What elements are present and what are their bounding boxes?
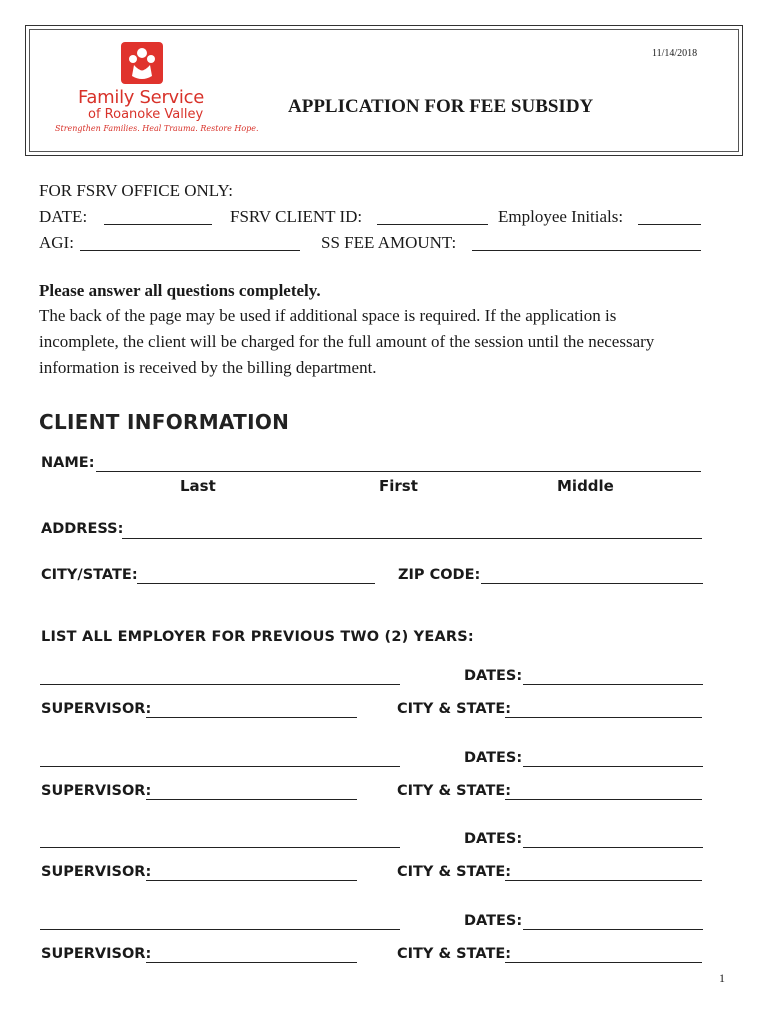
employer-3-city-state-field[interactable] — [505, 880, 702, 881]
employer-1-name-field[interactable] — [40, 684, 400, 685]
form-date: 11/14/2018 — [652, 48, 698, 59]
client-id-field[interactable] — [377, 224, 488, 225]
employer-3-dates-label: DATES: — [464, 831, 523, 847]
employer-1-dates-field[interactable] — [523, 684, 703, 685]
name-first-caption: First — [379, 477, 418, 495]
employer-3-supervisor-field[interactable] — [146, 880, 357, 881]
logo-tagline: Strengthen Families. Heal Trauma. Restore Hope. — [55, 124, 259, 133]
employer-2-city-state-field[interactable] — [505, 799, 702, 800]
city-state-label: CITY/STATE: — [41, 567, 138, 583]
employer-2-name-field[interactable] — [40, 766, 400, 767]
address-field[interactable] — [122, 538, 702, 539]
name-middle-caption: Middle — [557, 477, 614, 495]
office-heading: FOR FSRV OFFICE ONLY: — [39, 181, 233, 200]
employer-4-dates-label: DATES: — [464, 913, 523, 929]
employer-1-supervisor-label: SUPERVISOR: — [41, 701, 152, 717]
address-label: ADDRESS: — [41, 521, 124, 537]
instructions-bold: Please answer all questions completely. — [39, 281, 321, 300]
employer-4-name-field[interactable] — [40, 929, 400, 930]
employer-2-supervisor-label: SUPERVISOR: — [41, 783, 152, 799]
agi-field[interactable] — [80, 250, 300, 251]
agi-label: AGI: — [39, 233, 74, 252]
name-field[interactable] — [96, 471, 701, 472]
employer-4-dates-field[interactable] — [523, 929, 703, 930]
employer-3-name-field[interactable] — [40, 847, 400, 848]
zip-code-field[interactable] — [481, 583, 703, 584]
employer-4-city-state-field[interactable] — [505, 962, 702, 963]
employer-2-dates-label: DATES: — [464, 750, 523, 766]
employer-4-city-state-label: CITY & STATE: — [397, 946, 512, 962]
employee-initials-field[interactable] — [638, 224, 701, 225]
employer-1-dates-label: DATES: — [464, 668, 523, 684]
office-date-label: DATE: — [39, 207, 88, 226]
ss-fee-field[interactable] — [472, 250, 701, 251]
zip-code-label: ZIP CODE: — [398, 567, 481, 583]
instructions-line-1: The back of the page may be used if additional space is required. If the application is — [39, 306, 617, 325]
employers-heading: LIST ALL EMPLOYER FOR PREVIOUS TWO (2) YEARS: — [41, 629, 474, 645]
logo-subname: of Roanoke Valley — [88, 107, 204, 122]
page-number: 1 — [719, 971, 725, 985]
office-date-field[interactable] — [104, 224, 212, 225]
employer-1-supervisor-field[interactable] — [146, 717, 357, 718]
employer-2-city-state-label: CITY & STATE: — [397, 783, 512, 799]
employer-3-dates-field[interactable] — [523, 847, 703, 848]
page-title: APPLICATION FOR FEE SUBSIDY — [288, 96, 594, 117]
ss-fee-label: SS FEE AMOUNT: — [321, 233, 457, 252]
employer-2-dates-field[interactable] — [523, 766, 703, 767]
city-state-field[interactable] — [137, 583, 375, 584]
employer-1-city-state-field[interactable] — [505, 717, 702, 718]
client-id-label: FSRV CLIENT ID: — [230, 207, 363, 226]
employer-4-supervisor-field[interactable] — [146, 962, 357, 963]
client-info-heading: CLIENT INFORMATION — [39, 410, 290, 434]
name-last-caption: Last — [180, 477, 216, 495]
employer-2-supervisor-field[interactable] — [146, 799, 357, 800]
instructions-line-3: information is received by the billing department. — [39, 358, 377, 377]
employer-4-supervisor-label: SUPERVISOR: — [41, 946, 152, 962]
employer-3-city-state-label: CITY & STATE: — [397, 864, 512, 880]
instructions-line-2: incomplete, the client will be charged for the full amount of the session until the necessary — [39, 332, 655, 351]
logo-name: Family Service — [78, 87, 204, 108]
employer-1-city-state-label: CITY & STATE: — [397, 701, 512, 717]
employee-initials-label: Employee Initials: — [498, 207, 624, 226]
employer-3-supervisor-label: SUPERVISOR: — [41, 864, 152, 880]
family-logo-icon — [121, 42, 163, 84]
name-label: NAME: — [41, 455, 95, 471]
